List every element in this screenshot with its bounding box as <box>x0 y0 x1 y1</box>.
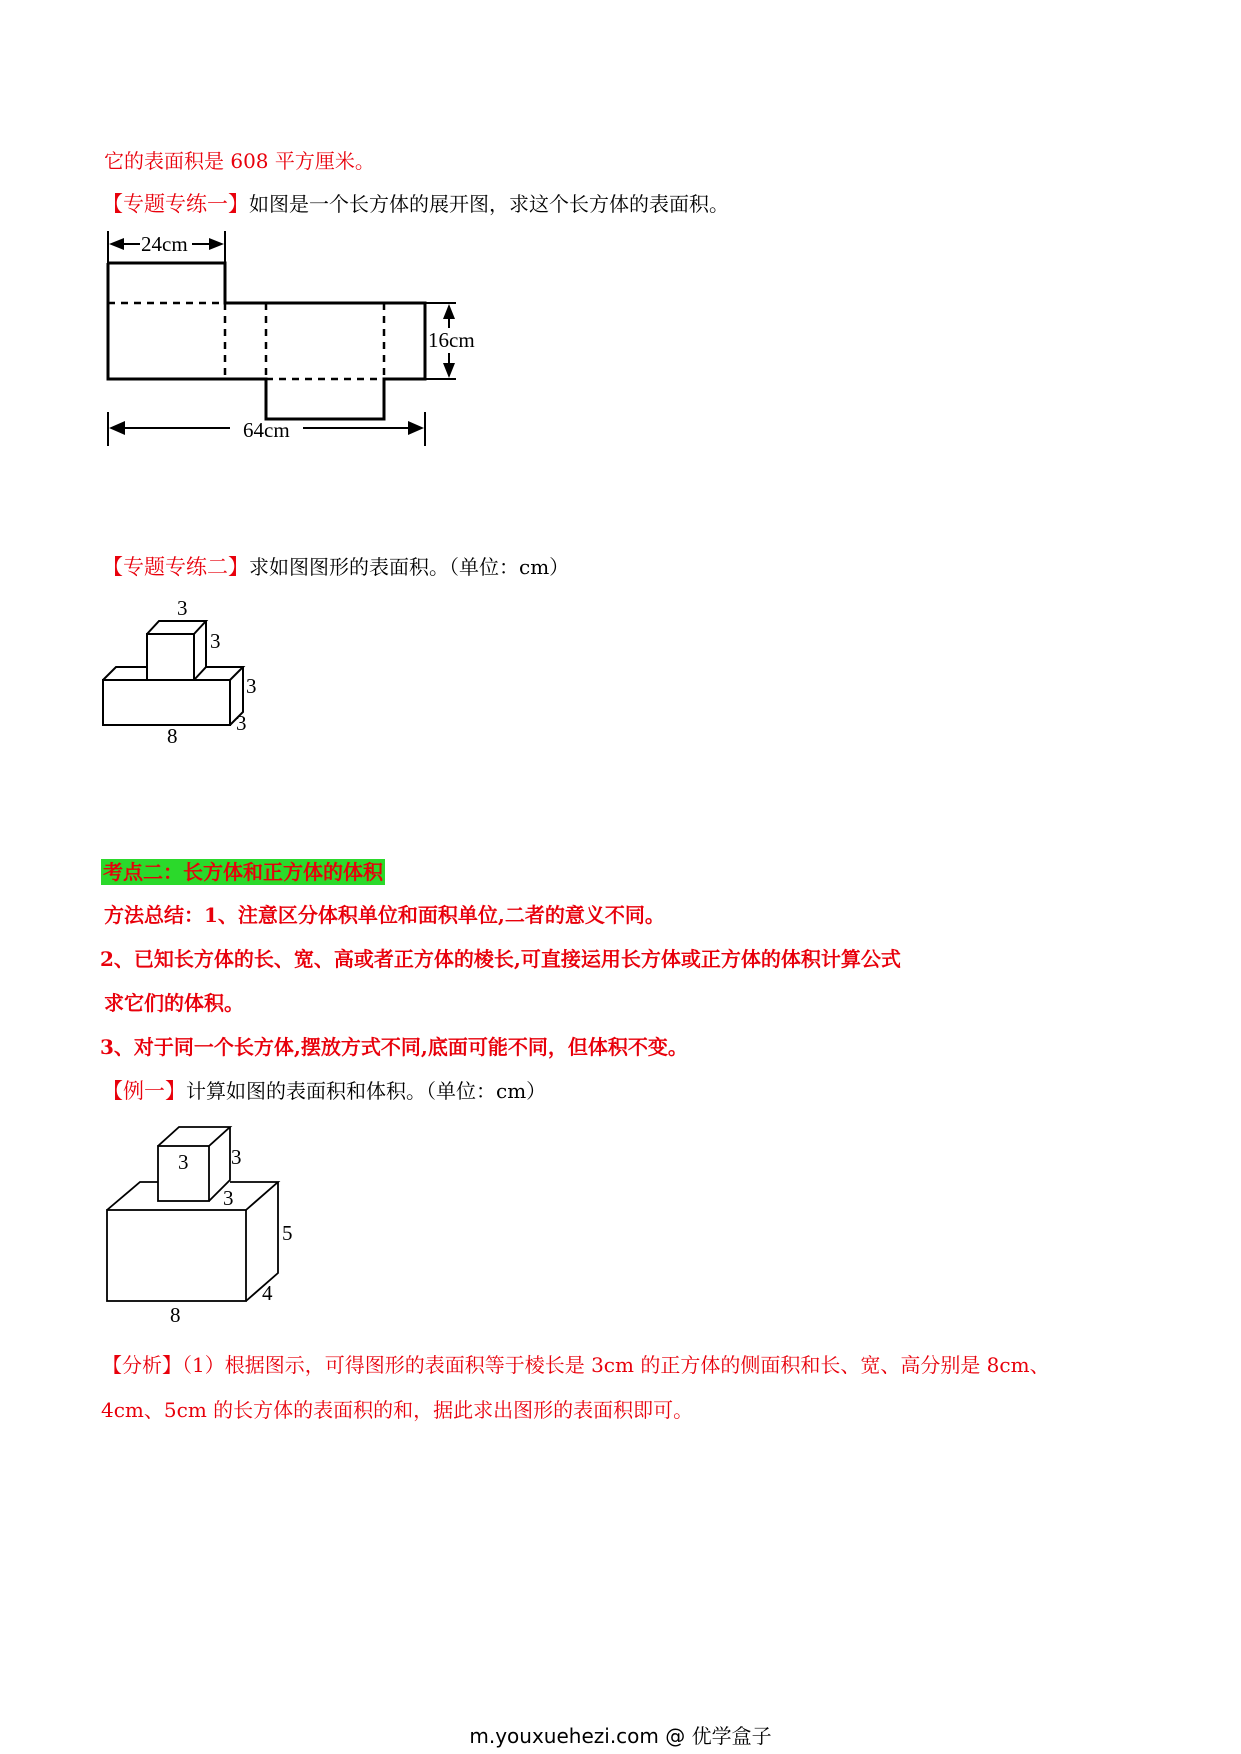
box-length-label: 8 <box>167 724 178 748</box>
method-summary-2b: 求它们的体积。 <box>104 991 244 1015</box>
net-top-width-label: 24cm <box>141 232 188 256</box>
method-summary-1: 方法总结：1、注意区分体积单位和面积单位,二者的意义不同。 <box>104 903 665 927</box>
box-depth-label: 3 <box>236 711 247 735</box>
practice1-tag: 【专题专练一】 <box>102 192 249 216</box>
practice1-text: 如图是一个长方体的展开图，求这个长方体的表面积。 <box>249 192 729 216</box>
box-length-label-2: 8 <box>170 1303 181 1327</box>
practice2-text: 求如图图形的表面积。（单位：cm） <box>249 555 570 579</box>
box-depth-label-2: 4 <box>262 1281 273 1305</box>
analysis-line-2: 4cm、5cm 的长方体的表面积的和，据此求出图形的表面积即可。 <box>101 1398 694 1422</box>
intro-text: 它的表面积是 608 平方厘米。 <box>104 149 375 173</box>
example1-text: 计算如图的表面积和体积。（单位：cm） <box>186 1079 547 1103</box>
cube-side-label-2: 3 <box>231 1145 242 1169</box>
footer-url[interactable]: m.youxuehezi.com @ 优学盒子 <box>469 1724 772 1748</box>
net-height-label: 16cm <box>428 328 475 352</box>
box-height-label-2: 5 <box>282 1221 293 1245</box>
box-height-label: 3 <box>246 674 257 698</box>
cube-front-label: 3 <box>178 1150 189 1174</box>
practice2-tag: 【专题专练二】 <box>102 555 249 579</box>
cube-top-label: 3 <box>177 596 188 620</box>
cube-side-label: 3 <box>210 629 221 653</box>
example1-tag: 【例一】 <box>102 1079 186 1103</box>
cube-bottom-label: 3 <box>223 1186 234 1210</box>
method-summary-2a: 2、已知长方体的长、宽、高或者正方体的棱长,可直接运用长方体或正方体的体积计算公式 <box>100 947 901 971</box>
net-total-length-label: 64cm <box>243 418 290 442</box>
analysis-line-1: 【分析】（1）根据图示，可得图形的表面积等于棱长是 3cm 的正方体的侧面积和长、宽、高分别是 8cm、 <box>102 1353 1050 1377</box>
method-summary-3: 3、对于同一个长方体,摆放方式不同,底面可能不同，但体积不变。 <box>100 1035 688 1059</box>
section2-heading: 考点二：长方体和正方体的体积 <box>103 860 383 884</box>
